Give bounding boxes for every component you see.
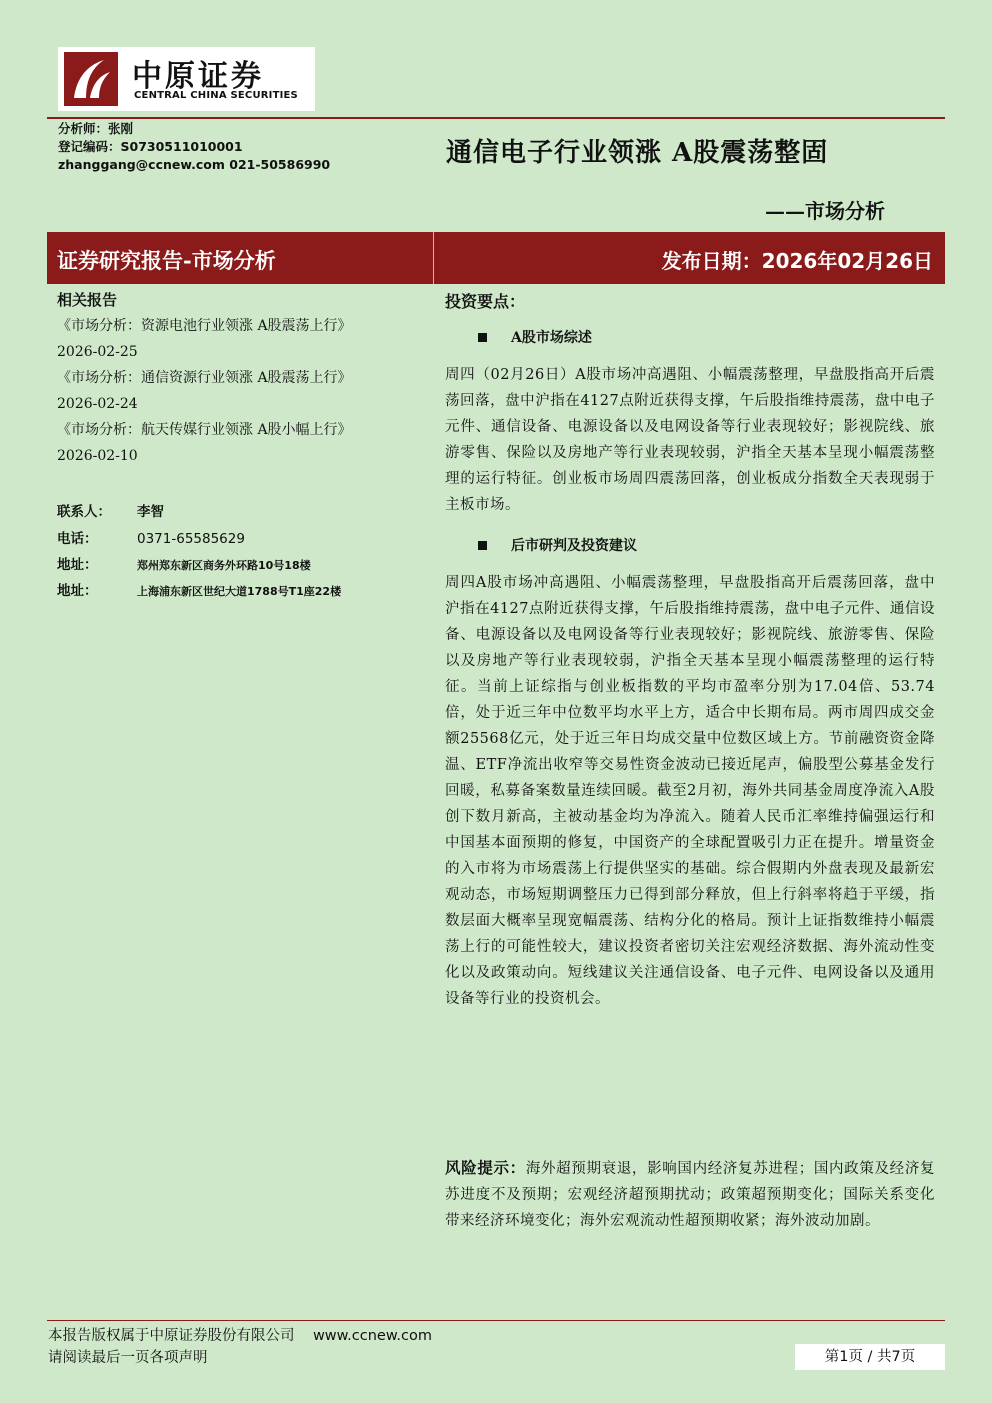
page-indicator: 第1页 / 共7页 [795, 1344, 945, 1370]
outlook-text: 周四A股市场冲高遇阻、小幅震荡整理，早盘股指高开后震荡回落，盘中沪指在4127点附近获得支撑，午后股指维持震荡，盘中电子元件、通信设备、电源设备以及电网设备等行业表现较好；影视院线、旅游零售、保险以及房地产等行业表现较弱，沪指全天基本呈现小幅震荡整理的运行特征。当前上证综指与创业板指数的平均市盈率分别为17.04倍、53.74倍，处于近三年中位数平均水平上方，适合中长期布局。两市周四成交金额25568亿元，处于近三年日均成交量中位数区域上方。节前融资资金降温、ETF净流出收窄等交易性资金波动已接近尾声，偏股型公募基金发行回暖，私募备案数量连续回暖。截至2月初，海外共同基金周度净流入A股创下数月新高，主被动基金均为净流入。随着人民币汇率维持偏强运行和中国基本面预期的修复，中国资产的全球配置吸引力正在提升。增量资金的入市将为市场震荡上行提供坚实的基础。综合假期内外盘表现及最新宏观动态，市场短期调整压力已得到部分释放，但上行斜率将趋于平缓，指数层面大概率呈现宽幅震荡、结构分化的格局。预计上证指数维持小幅震荡上行的可能性较大，建议投资者密切关注宏观经济数据、海外流动性变化以及政策动向。短线建议关注通信设备、电子元件、电网设备以及通用设备等行业的投资机会。 [445, 575, 935, 1007]
analyst-info [58, 120, 330, 174]
contact-phone [57, 527, 245, 547]
contact-address-value: 郑州郑东新区商务外环路10号18楼 [137, 559, 311, 572]
contact-address-label: 地址： [57, 583, 98, 599]
related-report-item[interactable]: 《市场分析：通信资源行业领涨 A股震荡上行》 2026-02-24 [57, 370, 352, 412]
section-title: 后市研判及投资建议 [511, 538, 637, 554]
related-report-item[interactable]: 《市场分析：资源电池行业领涨 A股震荡上行》 2026-02-25 [57, 318, 352, 360]
market-overview-text: 周四（02月26日）A股市场冲高遇阻、小幅震荡整理，早盘股指高开后震荡回落，盘中沪指在4127点附近获得支撑，午后股指维持震荡，盘中电子元件、通信设备、电源设备以及电网设备等行业表现较好；影视院线、旅游零售、保险以及房地产等行业表现较弱，沪指全天基本呈现小幅震荡整理的运行特征。创业板市场周四震荡回落，创业板成分指数全天表现弱于主板市场。 [445, 367, 935, 513]
analyst-name: 分析师：张刚 [58, 121, 134, 136]
report-banner [47, 232, 945, 284]
bullet-square-icon [478, 333, 487, 342]
publish-date: 发布日期：2026年02月26日 [661, 249, 933, 273]
risk-text: 海外超预期衰退，影响国内经济复苏进程；国内政策及经济复苏进度不及预期；宏观经济超预期扰动；政策超预期变化；国际关系变化带来经济环境变化；海外宏观流动性超预期收紧；海外波动加剧。 [445, 1161, 935, 1229]
report-subtitle: ——市场分析 [765, 199, 885, 223]
logo-mark-icon [64, 52, 118, 106]
footer-rule [47, 1320, 945, 1321]
contact-person-label: 联系人： [57, 504, 111, 520]
section-title: A股市场综述 [511, 330, 592, 346]
contact-address-1 [57, 553, 311, 573]
analyst-registration: 登记编码：S0730511010001 [58, 139, 243, 154]
bullet-square-icon [478, 541, 487, 550]
footer-website-link[interactable]: www.ccnew.com [312, 1328, 432, 1344]
related-report-item[interactable]: 《市场分析：航天传媒行业领涨 A股小幅上行》 2026-02-10 [57, 422, 352, 464]
banner-divider [433, 232, 434, 284]
header-rule [47, 117, 945, 119]
contact-person [57, 500, 164, 520]
contact-address-2 [57, 579, 341, 599]
related-heading: 相关报告 [57, 291, 118, 309]
company-logo [58, 47, 315, 111]
contact-address-value: 上海浦东新区世纪大道1788号T1座22楼 [137, 585, 342, 598]
investment-points-heading: 投资要点： [445, 292, 526, 311]
report-title: 通信电子行业领涨 A股震荡整固 [446, 138, 829, 168]
logo-chinese-text: 中原证券 [132, 59, 264, 94]
footer-copyright: 本报告版权属于中原证券股份有限公司 [48, 1328, 295, 1344]
risk-label: 风险提示： [445, 1158, 526, 1177]
contact-phone-label: 电话： [57, 531, 98, 547]
analyst-contact: zhanggang@ccnew.com 021-50586990 [58, 157, 331, 172]
contact-phone-value: 0371-65585629 [137, 531, 245, 547]
contact-address-label: 地址： [57, 557, 98, 573]
risk-warning [445, 1155, 935, 1234]
report-type: 证券研究报告-市场分析 [57, 248, 276, 273]
section-heading [478, 535, 637, 555]
logo-english-text: CENTRAL CHINA SECURITIES [134, 90, 298, 101]
section-heading [478, 327, 592, 347]
contact-person-value: 李智 [137, 504, 164, 520]
footer-disclaimer: 请阅读最后一页各项声明 [48, 1350, 208, 1366]
footer-info [48, 1325, 432, 1369]
